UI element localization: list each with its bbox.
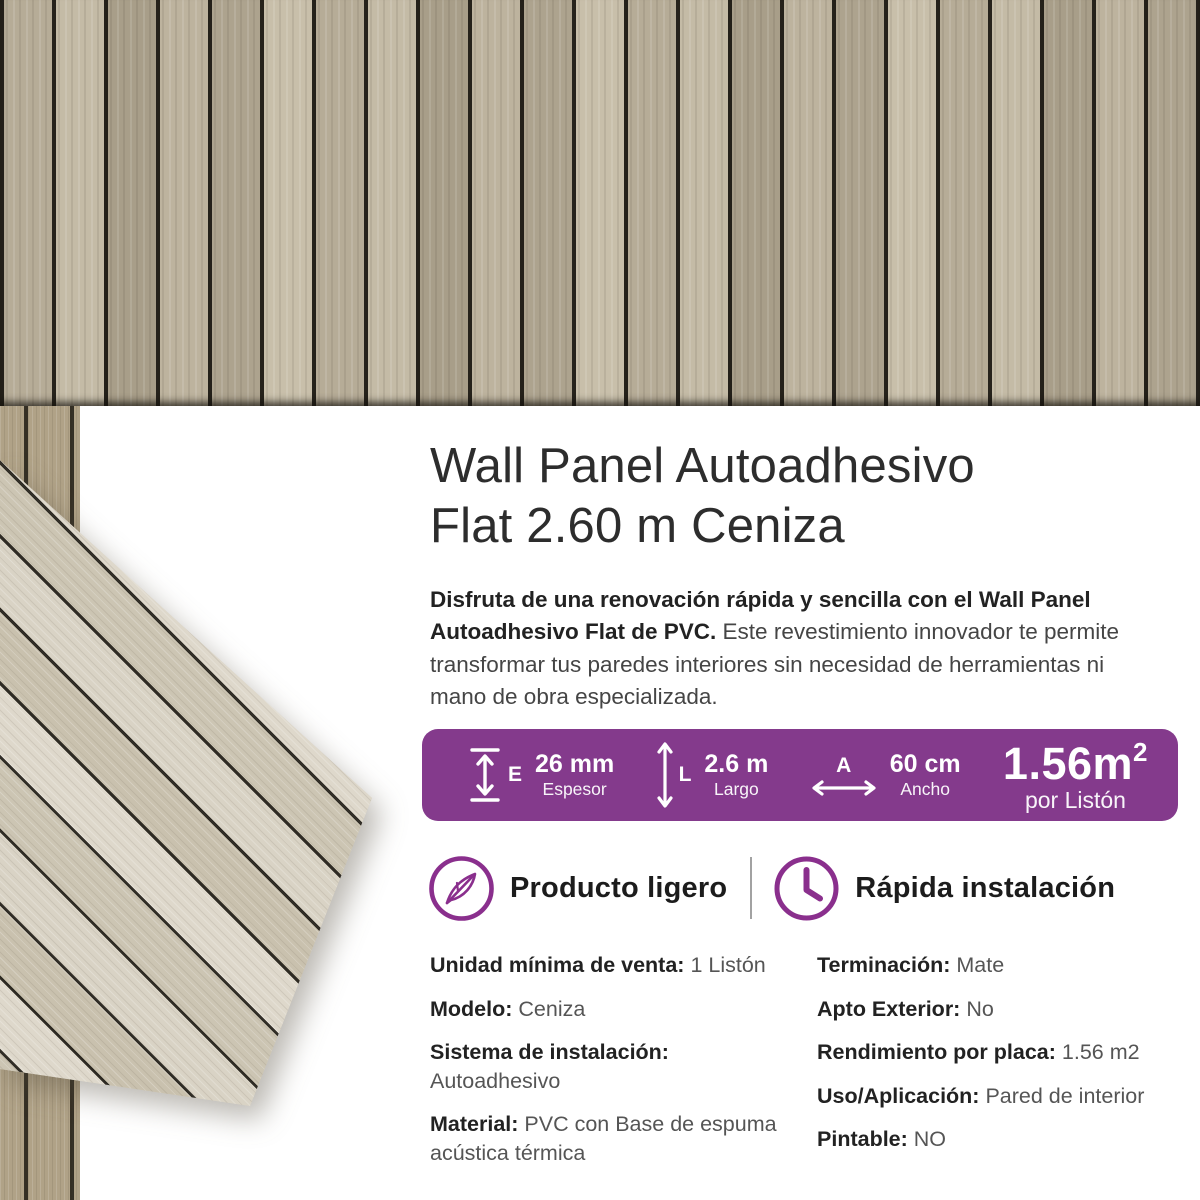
coverage-per-plank [1002, 736, 1148, 813]
spec-row: Sistema de instalación: Autoadhesivo [430, 1040, 669, 1093]
largo-label: Largo [713, 778, 759, 799]
ancho-label: Ancho [900, 778, 950, 799]
width-horizontal-arrow-icon [811, 780, 877, 796]
title-line-2: Flat 2.60 m Ceniza [430, 498, 845, 553]
spec-column-left [430, 951, 780, 1183]
length-vertical-arrow-icon [657, 740, 673, 810]
description-bold: Disfruta de una renovación rápida y sencilla con el Wall Panel Autoadhesivo Flat de PVC. [430, 587, 1091, 645]
spec-row: Pintable: NO [817, 1127, 947, 1152]
dimension-ancho [811, 751, 961, 799]
feature-fast-install [773, 855, 1115, 922]
espesor-label: Espesor [542, 778, 607, 799]
dimension-largo [657, 740, 769, 810]
thickness-vertical-arrow-icon [468, 746, 502, 804]
coverage-label: por Listón [1024, 786, 1126, 813]
clock-icon [773, 855, 840, 922]
wood-panel-photo-top [0, 0, 1200, 406]
ancho-value: 60 cm [889, 750, 961, 779]
feature-label: Producto ligero [510, 871, 728, 904]
dimension-letter: E [508, 763, 523, 786]
rotated-wood-panel [0, 406, 410, 1200]
dimension-letter: L [678, 763, 692, 786]
feature-label: Rápida instalación [855, 871, 1116, 904]
feature-row [428, 851, 1178, 925]
page-title [430, 437, 1170, 557]
spec-column-right [817, 951, 1192, 1169]
description-rest: Este revestimiento innovador te permite transformar tus paredes interiores sin necesidad de herramientas ni mano de obra especializada. [430, 619, 1119, 710]
feature-divider [750, 857, 752, 919]
spec-row: Modelo: Ceniza [430, 996, 586, 1021]
spec-row: Rendimiento por placa: 1.56 m2 [817, 1040, 1140, 1065]
feather-icon [428, 855, 495, 922]
title-line-1: Wall Panel Autoadhesivo [430, 439, 975, 493]
coverage-value: 1.56m [1002, 737, 1134, 789]
dimensions-banner [422, 729, 1178, 821]
dimension-letter: A [836, 753, 852, 777]
spec-row: Terminación: Mate [817, 953, 1005, 977]
coverage-superscript: 2 [1133, 736, 1148, 767]
feature-light-product [428, 855, 727, 922]
spec-row: Apto Exterior: No [817, 996, 994, 1021]
spec-row: Unidad mínima de venta: 1 Listón [430, 953, 766, 977]
product-description [430, 584, 1140, 714]
dimension-espesor [468, 746, 614, 804]
spec-row: Material: PVC con Base de espuma acústica térmica [430, 1112, 777, 1165]
spec-row: Uso/Aplicación: Pared de interior [817, 1083, 1145, 1108]
espesor-value: 26 mm [535, 750, 615, 779]
wood-panel-photo-angled [0, 406, 410, 1200]
largo-value: 2.6 m [704, 750, 769, 779]
